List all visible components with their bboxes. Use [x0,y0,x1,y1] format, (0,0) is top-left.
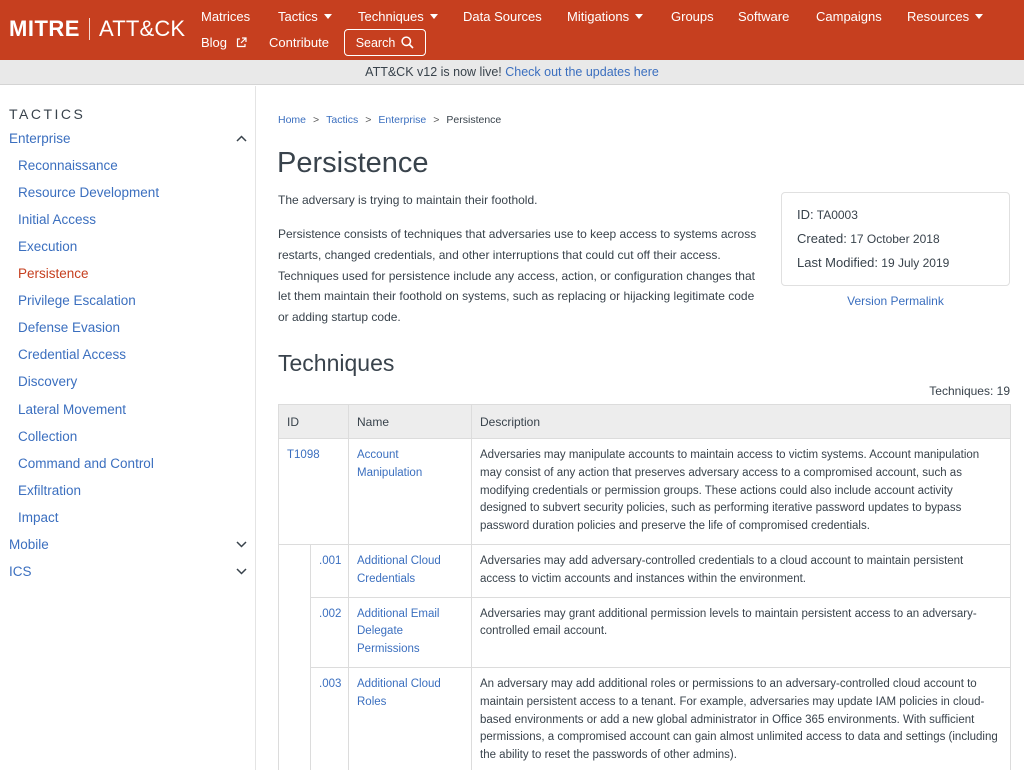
nav-software[interactable] [738,9,789,24]
sidebar-item-command-and-control[interactable]: Command and Control [18,456,154,471]
card-modified-row [797,255,949,270]
tactic-description: Persistence consists of techniques that adversaries use to keep access to systems across restarts, changed credentials, and other interruptions that could cut off their access. Techniques used for persistence include any access, action, or configuration changes that let them maintain their foothold on systems, such as replacing or hijacking legitimate code or adding startup code. [278,227,757,325]
card-id-value: TA0003 [816,208,858,222]
logo-divider [89,18,90,40]
nav-mitigations[interactable] [567,9,643,24]
sidebar-item-resource-development[interactable]: Resource Development [18,185,160,200]
breadcrumb-enterprise[interactable]: Enterprise [378,114,427,126]
table-header-row [279,405,1011,439]
sidebar-item-persistence[interactable]: Persistence [18,266,89,281]
breadcrumb-separator: > [433,114,440,126]
sidebar-item-discovery[interactable]: Discovery [18,374,78,389]
chevron-up-icon[interactable] [236,135,247,142]
caret-down-icon [430,14,438,19]
nav-contribute-label: Contribute [269,35,329,50]
sidebar-item-defense-evasion[interactable]: Defense Evasion [18,320,121,335]
nav-blog[interactable] [201,35,247,50]
table-row [279,545,1011,598]
caret-down-icon [635,14,643,19]
column-header-description: Description [472,405,1011,439]
caret-down-icon [324,14,332,19]
nav-techniques-label: Techniques [358,9,424,24]
breadcrumb-home[interactable]: Home [278,114,307,126]
tactics-sidebar [0,86,256,770]
technique-name-link[interactable]: Account Manipulation [357,449,423,479]
subtechnique-id-link[interactable]: .001 [319,555,342,567]
tactic-info-card [781,192,1010,286]
nav-blog-label: Blog [201,35,228,50]
subtechnique-description: Adversaries may add adversary-controlled credentials to a cloud account to maintain persistent access to victim accounts and instances within the environment. [472,545,1011,598]
indent-cell [279,597,311,667]
chevron-down-icon[interactable] [236,568,247,575]
card-id-row [797,207,858,222]
announcement-banner [0,60,1024,85]
technique-description: Adversaries may manipulate accounts to maintain access to victim systems. Account manipulation may consist of any action that preserves adversary access to a compromised account, such as modifying credentials or permission groups. These actions could also include account activity designed to subvert security policies, such as performing iterative password updates to bypass password duration policies and preserve the life of compromised credentials. [472,439,1011,545]
table-row [279,597,1011,667]
sidebar-item-initial-access[interactable]: Initial Access [18,212,97,227]
chevron-down-icon[interactable] [236,541,247,548]
card-modified-value: 19 July 2019 [881,256,950,270]
column-header-name: Name [349,405,472,439]
card-modified-label: Last Modified: [797,255,878,270]
breadcrumb-tactics[interactable]: Tactics [326,114,359,126]
nav-contribute[interactable] [269,35,329,50]
version-permalink[interactable]: Version Permalink [847,294,944,308]
sidebar-item-impact[interactable]: Impact [18,510,59,525]
card-created-label: Created: [797,231,847,246]
techniques-table [278,404,1011,770]
sidebar-item-privilege-escalation[interactable]: Privilege Escalation [18,293,136,308]
nav-techniques[interactable] [358,9,438,24]
nav-data-sources[interactable] [463,9,542,24]
subtechnique-name-link[interactable]: Additional Email Delegate Permissions [357,607,440,656]
subtechnique-id-link[interactable]: .003 [319,677,342,690]
external-link-icon [236,37,247,48]
nav-campaigns-label: Campaigns [816,9,882,24]
sidebar-item-collection[interactable]: Collection [18,429,78,444]
nav-matrices-label: Matrices [201,9,251,24]
nav-mitigations-label: Mitigations [567,9,630,24]
top-navbar [0,0,1024,60]
subtechnique-id-link[interactable]: .002 [319,607,342,620]
nav-groups[interactable] [671,9,714,24]
nav-resources-label: Resources [907,9,970,24]
card-created-value: 17 October 2018 [850,232,940,246]
search-button-label: Search [355,35,396,50]
indent-cell [279,667,311,770]
sidebar-item-credential-access[interactable]: Credential Access [18,347,127,362]
nav-tactics-label: Tactics [278,9,318,24]
table-row [279,439,1011,545]
mitre-attack-logo[interactable] [9,16,185,42]
table-row [279,667,1011,770]
breadcrumb-separator: > [313,114,320,126]
banner-text: ATT&CK v12 is now live! [365,65,506,79]
subtechnique-name-link[interactable]: Additional Cloud Credentials [357,555,441,585]
page-title: Persistence [277,147,429,179]
breadcrumb-separator: > [365,114,372,126]
sidebar-item-mobile[interactable]: Mobile [9,537,49,552]
caret-down-icon [975,14,983,19]
sidebar-item-ics[interactable]: ICS [9,564,32,579]
search-button[interactable] [344,29,426,56]
subtechnique-description: Adversaries may grant additional permission levels to maintain persistent access to an adversary-controlled email account. [472,597,1011,667]
logo-attack: ATT&CK [98,16,186,41]
logo-mitre: MITRE [9,16,80,41]
tactic-lead: The adversary is trying to maintain their foothold. [278,193,538,207]
subtechnique-name-link[interactable]: Additional Cloud Roles [357,677,441,708]
card-created-row [797,231,940,246]
subtechnique-description: An adversary may add additional roles or permissions to an adversary-controlled cloud account to maintain persistent access to a tenant. For example, adversaries may update IAM policies in cloud-based environments or add a new global administrator in Office 365 environments. With sufficient permissions, a compromised account can gain almost unlimited access to data and settings (including the ability to reset the passwords of other admins). [472,667,1011,770]
nav-data-sources-label: Data Sources [463,9,542,24]
sidebar-item-reconnaissance[interactable]: Reconnaissance [18,158,118,173]
breadcrumb-current: Persistence [446,114,502,126]
sidebar-item-lateral-movement[interactable]: Lateral Movement [18,402,127,417]
nav-resources[interactable] [907,9,983,24]
nav-groups-label: Groups [671,9,714,24]
sidebar-item-execution[interactable]: Execution [18,239,78,254]
column-header-id: ID [279,405,349,439]
techniques-count: Techniques: 19 [929,384,1010,398]
techniques-heading: Techniques [278,350,395,376]
breadcrumb [278,114,501,126]
sidebar-heading: TACTICS [9,106,86,122]
indent-cell [279,545,311,598]
card-id-label: ID: [797,207,814,222]
nav-software-label: Software [738,9,790,24]
banner-link[interactable]: Check out the updates here [505,65,659,79]
nav-tactics[interactable] [278,9,332,24]
nav-matrices[interactable] [201,9,250,24]
nav-campaigns[interactable] [816,9,882,24]
sidebar-item-enterprise[interactable]: Enterprise [9,131,71,146]
sidebar-item-exfiltration[interactable]: Exfiltration [18,483,82,498]
search-icon [401,36,414,49]
technique-id-link[interactable]: T1098 [287,449,320,461]
